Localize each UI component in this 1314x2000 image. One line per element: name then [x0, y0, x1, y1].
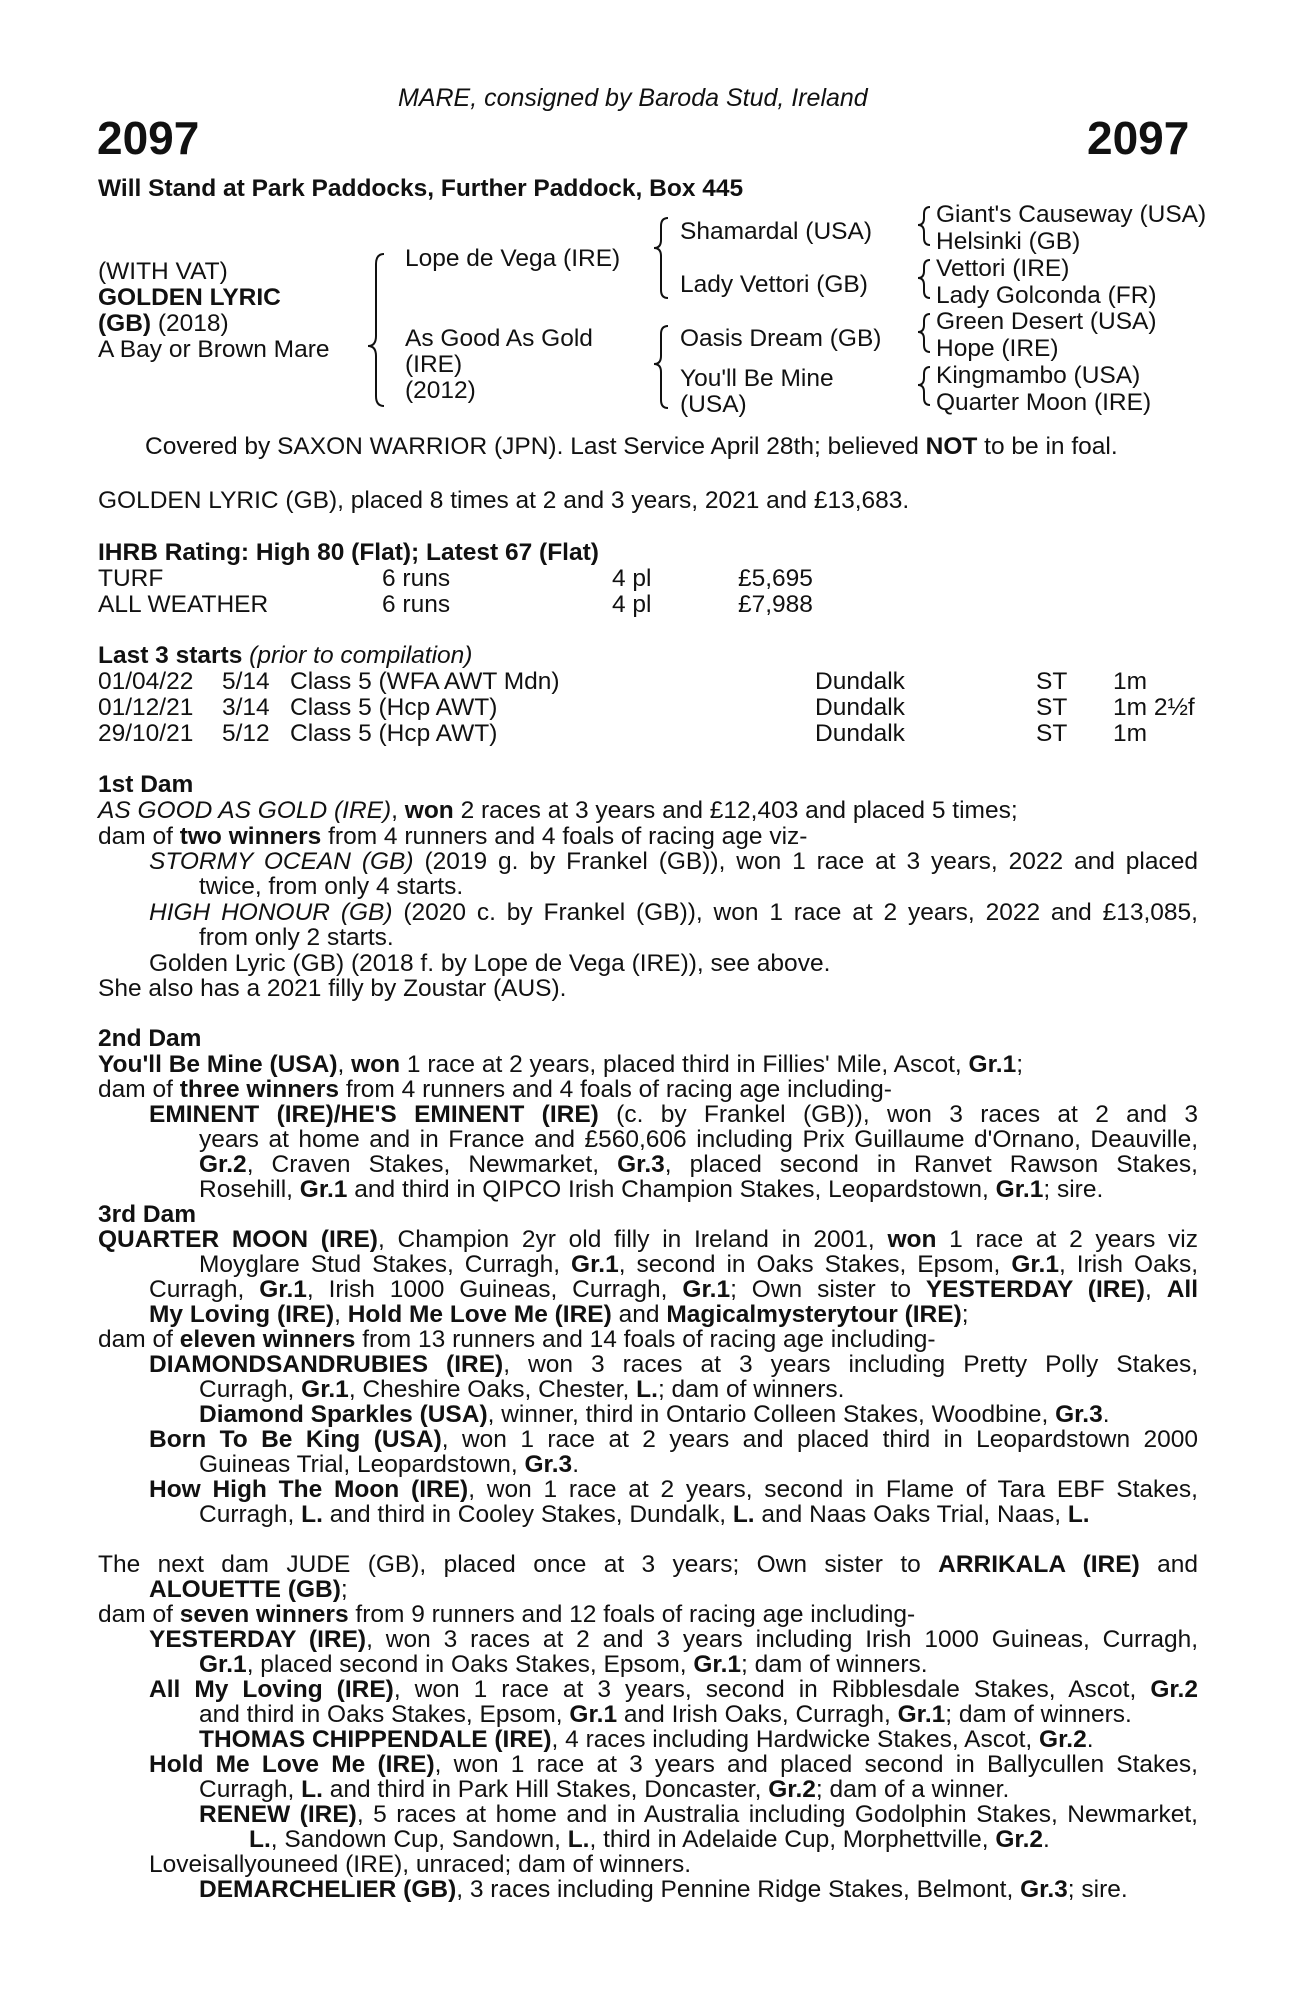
horse-year: (2018): [151, 310, 229, 337]
next-dam-line: YESTERDAY (IRE), won 3 races at 2 and 3 years including Irish 1000 Guineas, Curragh,: [149, 1626, 1199, 1653]
consignor-line: MARE, consigned by Baroda Stud, Ireland: [398, 84, 868, 112]
second-dam-line: EMINENT (IRE)/HE'S EMINENT (IRE) (c. by Frankel (GB)), won 3 races at 2 and 3: [149, 1101, 1198, 1128]
next-dam-line: THOMAS CHIPPENDALE (IRE), 4 races including Hardwicke Stakes, Ascot, Gr.2.: [199, 1726, 1094, 1753]
lot-number-right: 2097: [1087, 112, 1190, 164]
pedigree-gen3-2: Helsinki (GB): [936, 228, 1081, 255]
pedigree-gen3-7: Kingmambo (USA): [936, 362, 1141, 389]
stand-location: Will Stand at Park Paddocks, Further Paddock, Box 445: [98, 175, 744, 202]
start-row-going: ST: [1036, 720, 1068, 747]
pedigree-sire-dam: Lady Vettori (GB): [680, 271, 868, 298]
pedigree-dam-dam-line1: You'll Be Mine: [680, 365, 834, 392]
pedigree-sire: Lope de Vega (IRE): [405, 245, 621, 272]
brace-gen3-3: [918, 314, 930, 352]
second-dam-line: years at home and in France and £560,606 including Prix Guillaume d'Ornano, Deauville,: [199, 1126, 1198, 1153]
start-row-position: 3/14: [222, 694, 270, 721]
brace-gen3-1: [918, 207, 930, 245]
start-row-position: 5/14: [222, 668, 270, 695]
vat-note: (WITH VAT): [98, 258, 228, 285]
next-dam-line: and third in Oaks Stakes, Epsom, Gr.1 and Irish Oaks, Curragh, Gr.1; dam of winners.: [199, 1701, 1132, 1728]
first-dam-line: STORMY OCEAN (GB) (2019 g. by Frankel (GB)), won 1 race at 3 years, 2022 and placed: [149, 848, 1198, 875]
next-dam-line: The next dam JUDE (GB), placed once at 3 years; Own sister to ARRIKALA (IRE) and: [98, 1551, 1198, 1578]
next-dam-line: Loveisallyouneed (IRE), unraced; dam of winners.: [149, 1851, 692, 1878]
start-row-course: Dundalk: [815, 720, 905, 747]
first-dam-line: She also has a 2021 filly by Zoustar (AUS).: [98, 975, 567, 1002]
next-dam-line: Curragh, L. and third in Park Hill Stakes, Doncaster, Gr.2; dam of a winner.: [199, 1776, 1010, 1803]
next-dam-line: Hold Me Love Me (IRE), won 1 race at 3 years and placed second in Ballycullen Stakes,: [149, 1751, 1198, 1778]
third-dam-line: DIAMONDSANDRUBIES (IRE), won 3 races at 3 years including Pretty Polly Stakes,: [149, 1351, 1198, 1378]
first-dam-line: dam of two winners from 4 runners and 4 foals of racing age viz-: [98, 823, 808, 850]
next-dam-line: Gr.1, placed second in Oaks Stakes, Epsom, Gr.1; dam of winners.: [199, 1651, 928, 1678]
third-dam-line: Curragh, Gr.1, Irish 1000 Guineas, Curragh, Gr.1; Own sister to YESTERDAY (IRE), All: [149, 1276, 1198, 1303]
start-row-distance: 1m: [1113, 720, 1148, 747]
ihrb-turf-runs: 6 runs: [382, 565, 451, 592]
start-row-race: Class 5 (Hcp AWT): [290, 694, 498, 721]
covering-text-end: to be in foal.: [977, 433, 1118, 460]
second-dam-heading: 2nd Dam: [98, 1025, 202, 1052]
horse-origin: (GB): [98, 310, 152, 337]
ihrb-turf-label: TURF: [98, 565, 164, 592]
brace-gen1: [368, 254, 384, 406]
start-row-race: Class 5 (WFA AWT Mdn): [290, 668, 560, 695]
ihrb-turf-earnings: £5,695: [738, 565, 813, 592]
covering-note: [145, 434, 1118, 460]
third-dam-line: QUARTER MOON (IRE), Champion 2yr old filly in Ireland in 2001, won 1 race at 2 years viz: [98, 1226, 1199, 1253]
pedigree-sire-sire: Shamardal (USA): [680, 218, 872, 245]
pedigree-gen3-5: Green Desert (USA): [936, 308, 1157, 335]
start-row-going: ST: [1036, 694, 1068, 721]
brace-gen2-dam: [654, 326, 668, 408]
start-row-date: 29/10/21: [98, 720, 194, 747]
ihrb-aw-label: ALL WEATHER: [98, 591, 269, 618]
pedigree-dam-line1: As Good As Gold: [405, 325, 593, 352]
next-dam-line: RENEW (IRE), 5 races at home and in Australia including Godolphin Stakes, Newmarket,: [199, 1801, 1198, 1828]
second-dam-line: Rosehill, Gr.1 and third in QIPCO Irish Champion Stakes, Leopardstown, Gr.1; sire.: [199, 1176, 1104, 1203]
next-dam-line: L., Sandown Cup, Sandown, L., third in Adelaide Cup, Morphettville, Gr.2.: [249, 1826, 1050, 1853]
pedigree-dam-sire: Oasis Dream (GB): [680, 325, 882, 352]
second-dam-line: Gr.2, Craven Stakes, Newmarket, Gr.3, placed second in Ranvet Rawson Stakes,: [199, 1151, 1198, 1178]
start-row-race: Class 5 (Hcp AWT): [290, 720, 498, 747]
pedigree-dam-line3: (2012): [405, 377, 476, 404]
third-dam-line: How High The Moon (IRE), won 1 race at 2 years, second in Flame of Tara EBF Stakes,: [149, 1476, 1198, 1503]
start-row-course: Dundalk: [815, 694, 905, 721]
start-row-date: 01/04/22: [98, 668, 194, 695]
pedigree-dam-line2: (IRE): [405, 351, 463, 378]
third-dam-heading: 3rd Dam: [98, 1201, 197, 1228]
race-summary: GOLDEN LYRIC (GB), placed 8 times at 2 and 3 years, 2021 and £13,683.: [98, 487, 910, 514]
last-starts-title: Last 3 starts: [98, 642, 243, 669]
pedigree-gen3-8: Quarter Moon (IRE): [936, 389, 1152, 416]
first-dam-line: Golden Lyric (GB) (2018 f. by Lope de Vega (IRE)), see above.: [149, 950, 831, 977]
brace-gen3-4: [918, 367, 930, 405]
pedigree-dam-dam-line2: (USA): [680, 391, 747, 418]
third-dam-line: Guineas Trial, Leopardstown, Gr.3.: [199, 1451, 579, 1478]
pedigree-gen3-4: Lady Golconda (FR): [936, 282, 1157, 309]
third-dam-line: Curragh, L. and third in Cooley Stakes, Dundalk, L. and Naas Oaks Trial, Naas, L.: [199, 1501, 1090, 1528]
second-dam-line: You'll Be Mine (USA), won 1 race at 2 years, placed third in Fillies' Mile, Ascot, Gr.1;: [98, 1051, 1024, 1078]
third-dam-line: dam of eleven winners from 13 runners and 14 foals of racing age including-: [98, 1326, 936, 1353]
last-starts-heading: [98, 643, 472, 669]
first-dam-heading: 1st Dam: [98, 771, 194, 798]
first-dam-line: HIGH HONOUR (GB) (2020 c. by Frankel (GB)), won 1 race at 2 years, 2022 and £13,085,: [149, 899, 1198, 926]
next-dam-line: DEMARCHELIER (GB), 3 races including Pennine Ridge Stakes, Belmont, Gr.3; sire.: [199, 1876, 1128, 1903]
covering-text: Covered by SAXON WARRIOR (JPN). Last Service April 28th; believed: [145, 433, 926, 460]
first-dam-line: from only 2 starts.: [199, 924, 394, 951]
next-dam-line: All My Loving (IRE), won 1 race at 3 years, second in Ribblesdale Stakes, Ascot, Gr.2: [149, 1676, 1198, 1703]
second-dam-line: dam of three winners from 4 runners and 4 foals of racing age including-: [98, 1076, 892, 1103]
covering-not: NOT: [925, 433, 978, 460]
third-dam-line: Moyglare Stud Stakes, Curragh, Gr.1, second in Oaks Stakes, Epsom, Gr.1, Irish Oaks,: [199, 1251, 1198, 1278]
start-row-date: 01/12/21: [98, 694, 194, 721]
next-dam-line: dam of seven winners from 9 runners and 12 foals of racing age including-: [98, 1601, 916, 1628]
ihrb-turf-placed: 4 pl: [612, 565, 652, 592]
pedigree-gen3-6: Hope (IRE): [936, 335, 1059, 362]
horse-name: GOLDEN LYRIC: [98, 284, 281, 311]
start-row-distance: 1m: [1113, 668, 1148, 695]
first-dam-line: twice, from only 4 starts.: [199, 873, 464, 900]
start-row-distance: 1m 2½f: [1113, 694, 1195, 721]
third-dam-line: Diamond Sparkles (USA), winner, third in Ontario Colleen Stakes, Woodbine, Gr.3.: [199, 1401, 1110, 1428]
start-row-position: 5/12: [222, 720, 270, 747]
third-dam-line: Born To Be King (USA), won 1 race at 2 years and placed third in Leopardstown 2000: [149, 1426, 1198, 1453]
third-dam-line: Curragh, Gr.1, Cheshire Oaks, Chester, L.; dam of winners.: [199, 1376, 845, 1403]
brace-gen2-sire: [654, 218, 668, 298]
pedigree-gen3-1: Giant's Causeway (USA): [936, 201, 1207, 228]
ihrb-aw-earnings: £7,988: [738, 591, 813, 618]
start-row-going: ST: [1036, 668, 1068, 695]
next-dam-line: ALOUETTE (GB);: [149, 1576, 348, 1603]
lot-number-left: 2097: [97, 112, 200, 164]
third-dam-line: My Loving (IRE), Hold Me Love Me (IRE) and Magicalmysterytour (IRE);: [149, 1301, 969, 1328]
last-starts-note: (prior to compilation): [242, 642, 473, 669]
ihrb-rating-title: IHRB Rating: High 80 (Flat); Latest 67 (Flat): [98, 539, 599, 566]
start-row-course: Dundalk: [815, 668, 905, 695]
brace-gen3-2: [918, 260, 930, 298]
ihrb-aw-placed: 4 pl: [612, 591, 652, 618]
ihrb-aw-runs: 6 runs: [382, 591, 451, 618]
horse-description: A Bay or Brown Mare: [98, 336, 330, 363]
pedigree-gen3-3: Vettori (IRE): [936, 255, 1070, 282]
first-dam-line: AS GOOD AS GOLD (IRE), won 2 races at 3 years and £12,403 and placed 5 times;: [98, 797, 1018, 824]
